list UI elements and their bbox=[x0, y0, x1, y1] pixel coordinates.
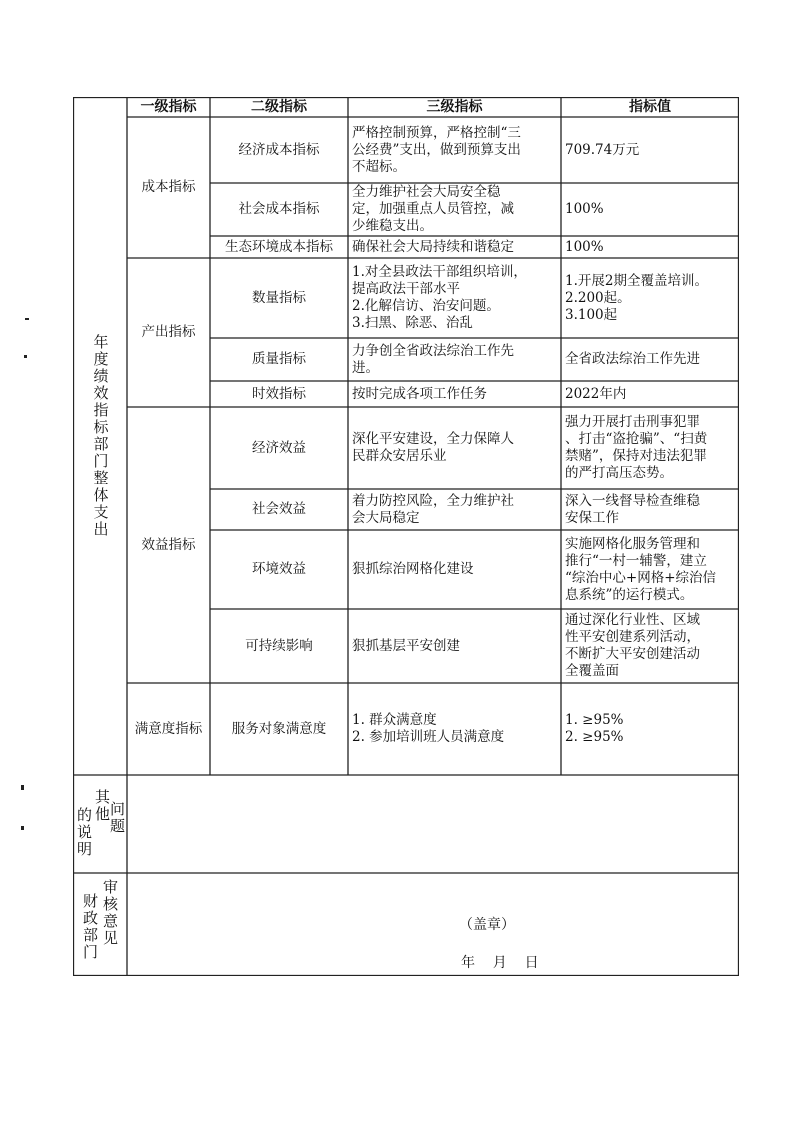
economic-benefit-level2: 经济效益 bbox=[252, 439, 306, 456]
header-level2: 二级指标 bbox=[251, 98, 307, 115]
social-cost-level3: 全力维护社会大局安全稳 定，加强重点人员管控，减 少维稳支出。 bbox=[352, 184, 514, 234]
scan-speck bbox=[25, 318, 29, 320]
sustainable-value: 通过深化行业性、区域 性平安创建系列活动， 不断扩大平安创建活动 全覆盖面 bbox=[565, 612, 700, 679]
quality-level3: 力争创全省政法综治工作先 进。 bbox=[352, 342, 514, 376]
env-benefit-level3: 狠抓综治网格化建设 bbox=[352, 561, 474, 577]
other-issues-label-b: 的说明 bbox=[75, 807, 93, 858]
service-satisfaction-value: 1. ≥95% 2. ≥95% bbox=[565, 712, 624, 745]
finance-review-label-b: 审核意见 bbox=[101, 879, 119, 947]
section-label: 年度绩效指标部门整体支出 bbox=[91, 334, 110, 538]
other-issues-content bbox=[127, 775, 739, 873]
group-cost: 成本指标 bbox=[141, 179, 196, 195]
economic-cost-level3: 严格控制预算，严格控制“三 公经费”支出，做到预算支出 不超标。 bbox=[352, 124, 521, 175]
sustainable-level3: 狠抓基层平安创建 bbox=[352, 637, 460, 654]
timeliness-level3: 按时完成各项工作任务 bbox=[352, 385, 487, 402]
other-issues-label bbox=[73, 775, 127, 873]
header-level3: 三级指标 bbox=[426, 98, 483, 115]
economic-benefit-value: 强力开展打击刑事犯罪 、打击“盗抢骗”、“扫黄 禁赌”，保持对违法犯罪 的严打高压态势。 bbox=[565, 414, 708, 481]
env-benefit-level2: 环境效益 bbox=[252, 561, 306, 577]
social-benefit-level2: 社会效益 bbox=[252, 501, 306, 517]
group-output: 产出指标 bbox=[141, 324, 196, 340]
economic-benefit-level3: 深化平安建设，全力保障人 民群众安居乐业 bbox=[352, 431, 514, 464]
performance-table bbox=[73, 97, 739, 976]
quality-level2: 质量指标 bbox=[252, 351, 306, 367]
eco-cost-value: 100% bbox=[565, 238, 604, 255]
eco-cost-level3: 确保社会大局持续和谐稳定 bbox=[352, 238, 514, 255]
other-issues-label-c: 问题 bbox=[108, 801, 126, 835]
social-benefit-value: 深入一线督导检查维稳 安保工作 bbox=[565, 492, 700, 526]
scan-speck bbox=[21, 826, 24, 830]
env-benefit-value: 实施网格化服务管理和 推行“一村一辅警，建立 “综治中心+网格+综治信 息系统”的运行模式。 bbox=[565, 535, 717, 603]
timeliness-value: 2022年内 bbox=[565, 385, 627, 402]
other-issues-label-a: 其他 bbox=[93, 789, 111, 823]
group-benefit: 效益指标 bbox=[141, 536, 196, 553]
economic-cost-value: 709.74万元 bbox=[565, 141, 640, 158]
group-satisfaction: 满意度指标 bbox=[134, 720, 203, 737]
section-label-cell bbox=[73, 97, 127, 775]
eco-cost-level2: 生态环境成本指标 bbox=[225, 238, 333, 255]
date-text: 年 月 日 bbox=[461, 955, 539, 971]
economic-cost-level2: 经济成本指标 bbox=[238, 141, 320, 158]
service-satisfaction-level2: 服务对象满意度 bbox=[231, 720, 327, 737]
service-satisfaction-level3: 1. 群众满意度 2. 参加培训班人员满意度 bbox=[352, 712, 505, 745]
scan-speck bbox=[24, 355, 27, 358]
quantity-value: 1.开展2期全覆盖培训。 2.200起。 3.100起 bbox=[565, 272, 708, 323]
social-cost-value: 100% bbox=[565, 201, 604, 217]
sustainable-level2: 可持续影响 bbox=[245, 637, 313, 654]
quality-value: 全省政法综治工作先进 bbox=[565, 351, 700, 367]
timeliness-level2: 时效指标 bbox=[252, 385, 306, 402]
social-benefit-level3: 着力防控风险，全力维护社 会大局稳定 bbox=[352, 492, 514, 526]
header-value: 指标值 bbox=[629, 98, 671, 115]
header-level1: 一级指标 bbox=[140, 98, 197, 115]
quantity-level2: 数量指标 bbox=[252, 289, 306, 306]
finance-review-label bbox=[73, 873, 127, 976]
social-cost-level2: 社会成本指标 bbox=[238, 201, 320, 217]
quantity-level3: 1.对全县政法干部组织培训， 提高政法干部水平 2.化解信访、治安问题。 3.扫黑、除恶、治乱 bbox=[352, 264, 527, 331]
scan-speck bbox=[21, 785, 24, 790]
finance-review-label-a: 财政部门 bbox=[81, 893, 99, 961]
finance-review-content bbox=[127, 873, 739, 976]
seal-text: （盖章） bbox=[459, 917, 515, 933]
